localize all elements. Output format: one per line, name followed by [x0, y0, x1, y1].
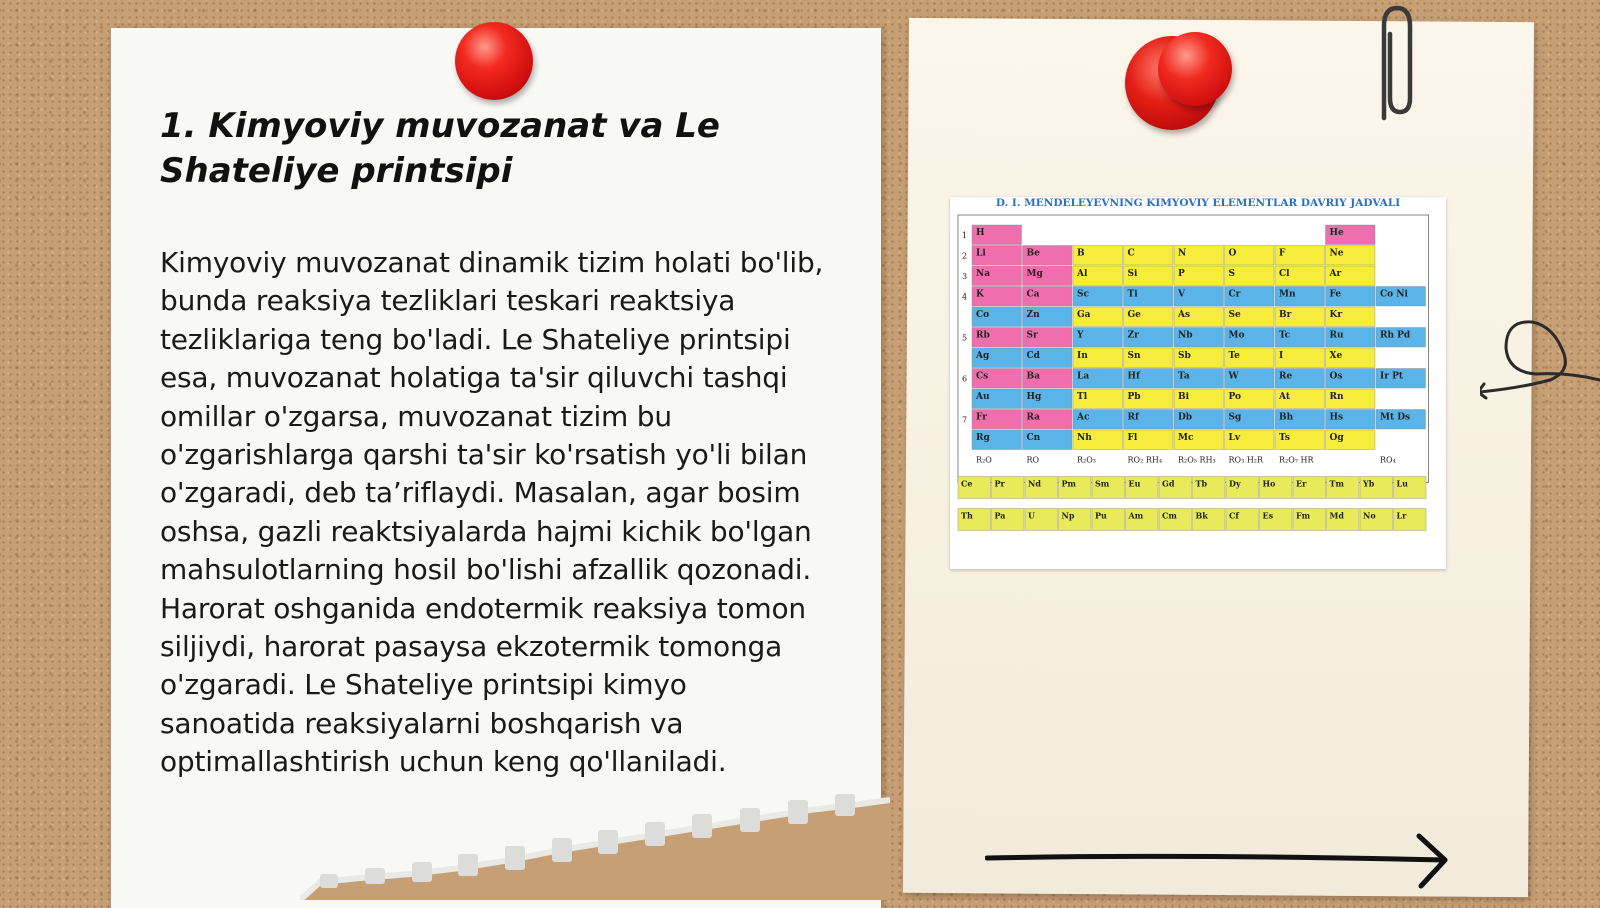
element-symbol: Ca	[1026, 289, 1040, 300]
element-symbol: K	[976, 289, 984, 300]
element-symbol: Co Ni	[1380, 289, 1408, 300]
period-number: 3	[962, 272, 968, 281]
element-symbol: Tc	[1279, 330, 1291, 341]
oxide-formula: R₂O₃	[1077, 455, 1096, 465]
lanthanide-symbol: Yb	[1363, 478, 1375, 489]
lanthanide-symbol: Ce	[961, 478, 973, 489]
element-symbol: Hg	[1026, 392, 1042, 402]
actinide-symbol: Cm	[1162, 510, 1177, 521]
element-symbol: V	[1178, 289, 1185, 300]
element-symbol: Sb	[1178, 351, 1191, 361]
element-symbol: Ge	[1127, 310, 1141, 320]
element-symbol: Ts	[1279, 433, 1290, 443]
element-symbol: Br	[1279, 310, 1292, 320]
lanthanide-symbol: Gd	[1162, 478, 1175, 489]
lanthanide-symbol: Dy	[1229, 478, 1241, 489]
actinide-symbol: Th	[961, 510, 973, 521]
element-symbol: Sc	[1077, 289, 1089, 300]
element-symbol: Rf	[1127, 412, 1139, 423]
element-symbol: He	[1329, 228, 1344, 238]
lanthanide-symbol: Nd	[1028, 478, 1041, 489]
element-symbol: Y	[1077, 330, 1084, 341]
element-symbol: Ac	[1077, 412, 1090, 423]
oxide-formula: RO₃ H₂R	[1228, 455, 1264, 465]
element-symbol: Re	[1279, 371, 1293, 382]
element-symbol: Pb	[1127, 392, 1141, 402]
periodic-table-title: D. I. MENDELEYEVNING KIMYOVIY ELEMENTLAR DAVRIY JADVALI	[995, 197, 1401, 209]
period-number: 1	[962, 231, 968, 240]
element-symbol: Li	[976, 248, 986, 259]
element-symbol: Al	[1077, 269, 1088, 279]
element-symbol: As	[1178, 310, 1191, 320]
actinide-symbol: Md	[1329, 510, 1344, 521]
actinide-symbol: Np	[1061, 510, 1075, 521]
element-symbol: Fr	[976, 412, 987, 423]
element-symbol: Tl	[1077, 392, 1088, 402]
element-symbol: Mc	[1178, 433, 1194, 443]
period-number: 6	[962, 374, 968, 384]
element-symbol: Og	[1329, 433, 1344, 443]
element-symbol: Zr	[1127, 330, 1139, 341]
lanthanide-symbol: Eu	[1128, 478, 1141, 489]
actinide-symbol: Cf	[1229, 510, 1239, 521]
element-symbol: F	[1279, 248, 1286, 259]
element-symbol: B	[1077, 248, 1085, 259]
element-symbol: Mn	[1279, 289, 1296, 300]
element-symbol: Ra	[1026, 412, 1041, 423]
element-symbol: Fe	[1329, 289, 1342, 300]
element-symbol: Si	[1127, 269, 1138, 279]
element-symbol: S	[1228, 269, 1235, 279]
slide-body-text: Kimyoviy muvozanat dinamik tizim holati bo'lib, bunda reaksiya tezliklari teskari reaktsiya tezliklariga teng bo'ladi. Le Shateliye printsipi esa, muvozanat holatiga ta'sir qiluvchi tashqi omillar o'zgarsa, muvozanat tizim bu o'zgarishlarga qarshi ta'sir ko'rsatish yo'li bilan o'zgaradi, deb ta’riflaydi. Masalan, agar bosim oshsa, gazli reaktsiyalarda hajmi kichik bo'lgan mahsulotlarning hosil bo'lishi afzallik qozonadi. Harorat oshganida endotermik reaksiya tomon siljiydi, harorat pasaysa ekzotermik tomonga o'zgaradi. Le Shateliye printsipi kimyo sanoatida reaksiyalarni boshqarish va optimallashtirish uchun keng qo'llaniladi.	[160, 246, 824, 779]
element-symbol: Mo	[1228, 330, 1245, 341]
actinide-symbol: Fm	[1296, 510, 1311, 521]
element-symbol: N	[1178, 248, 1187, 259]
oxide-formula: RO₂ RH₄	[1127, 455, 1163, 465]
element-symbol: In	[1077, 351, 1088, 361]
element-symbol: Cr	[1228, 289, 1241, 300]
element-symbol: Co	[976, 310, 990, 320]
element-symbol: P	[1178, 269, 1185, 279]
element-symbol: Fl	[1127, 433, 1138, 443]
element-symbol: Cl	[1279, 269, 1290, 279]
period-number: 2	[962, 251, 968, 261]
element-symbol: Se	[1228, 310, 1241, 320]
lanthanide-symbol: Tb	[1195, 478, 1208, 489]
lanthanide-symbol: Tm	[1329, 478, 1344, 489]
oxide-formula: R₂O₅ RH₃	[1178, 455, 1216, 465]
element-symbol: C	[1127, 248, 1135, 259]
lanthanide-symbol: Ho	[1262, 478, 1276, 489]
red-pushpin-icon	[455, 22, 533, 100]
actinide-symbol: Bk	[1195, 510, 1208, 521]
element-symbol: Hs	[1329, 412, 1344, 423]
element-symbol: Rn	[1329, 392, 1344, 402]
element-symbol: Rg	[976, 433, 990, 443]
element-symbol: I	[1279, 351, 1284, 361]
element-symbol: Sr	[1026, 330, 1038, 341]
element-symbol: Sg	[1228, 412, 1242, 423]
element-symbol: Sn	[1127, 351, 1141, 361]
string-loop-decoration	[1480, 310, 1600, 410]
element-symbol: W	[1228, 371, 1239, 382]
actinide-symbol: No	[1363, 510, 1376, 521]
periodic-table-image	[950, 197, 1446, 569]
oxide-formula: R₂O₇ HR	[1279, 455, 1314, 465]
element-symbol: Ga	[1077, 310, 1091, 320]
periodic-table-grid	[950, 197, 1446, 569]
element-symbol: Cs	[976, 371, 989, 382]
actinide-symbol: U	[1028, 510, 1035, 521]
element-symbol: Ti	[1127, 289, 1138, 300]
lanthanide-symbol: Lu	[1396, 478, 1408, 489]
period-number: 5	[962, 333, 968, 343]
paperclip-icon	[1370, 0, 1420, 125]
actinide-symbol: Pa	[994, 510, 1006, 521]
slide-title: 1. Kimyoviy muvozanat va Le Shateliye printsipi	[160, 106, 720, 191]
actinide-symbol: Am	[1128, 510, 1144, 521]
element-symbol: La	[1077, 371, 1090, 382]
element-symbol: Ta	[1178, 371, 1190, 382]
element-symbol: Hf	[1127, 371, 1140, 382]
lanthanide-symbol: Sm	[1095, 478, 1110, 489]
red-pushpin-icon	[1158, 32, 1232, 106]
element-symbol: At	[1279, 392, 1290, 402]
element-symbol: Bi	[1178, 392, 1190, 402]
element-symbol: Po	[1228, 392, 1242, 402]
element-symbol: Nh	[1077, 433, 1092, 443]
element-symbol: Ne	[1329, 248, 1344, 259]
element-symbol: Db	[1178, 412, 1193, 423]
actinide-symbol: Es	[1262, 510, 1274, 521]
element-symbol: Lv	[1228, 433, 1241, 443]
element-symbol: Nb	[1178, 330, 1193, 341]
element-symbol: Na	[976, 269, 991, 279]
element-symbol: Ar	[1329, 269, 1342, 279]
element-symbol: Te	[1228, 351, 1240, 361]
element-symbol: Ru	[1329, 330, 1344, 341]
period-number: 7	[962, 415, 968, 425]
lanthanide-symbol: Pr	[994, 478, 1005, 489]
element-symbol: Ir Pt	[1380, 371, 1404, 382]
torn-paper-edge	[300, 790, 890, 900]
element-symbol: Mt Ds	[1380, 412, 1411, 423]
actinide-symbol: Pu	[1095, 510, 1107, 521]
element-symbol: Be	[1026, 248, 1040, 259]
element-symbol: Au	[976, 392, 990, 402]
element-symbol: Rb	[976, 330, 990, 341]
actinide-symbol: Lr	[1396, 510, 1407, 521]
lanthanide-symbol: Er	[1296, 478, 1307, 489]
element-symbol: Bh	[1279, 412, 1294, 423]
element-symbol: Ba	[1026, 371, 1040, 382]
lanthanide-symbol: Pm	[1061, 478, 1076, 489]
arrow-right-icon	[985, 830, 1455, 890]
element-symbol: Ag	[976, 351, 990, 361]
element-symbol: Mg	[1026, 269, 1043, 279]
element-symbol: Rh Pd	[1380, 330, 1411, 341]
element-symbol: Cn	[1026, 433, 1041, 443]
oxide-formula: RO	[1026, 455, 1040, 465]
oxide-formula: R₂O	[976, 455, 992, 465]
oxide-formula: RO₄	[1380, 455, 1396, 465]
element-symbol: H	[976, 228, 985, 238]
element-symbol: Zn	[1026, 310, 1040, 320]
element-symbol: Xe	[1329, 351, 1343, 361]
period-number: 4	[962, 292, 968, 302]
element-symbol: Kr	[1329, 310, 1343, 320]
element-symbol: Cd	[1026, 351, 1040, 361]
element-symbol: Os	[1329, 371, 1343, 382]
element-symbol: O	[1228, 248, 1237, 259]
